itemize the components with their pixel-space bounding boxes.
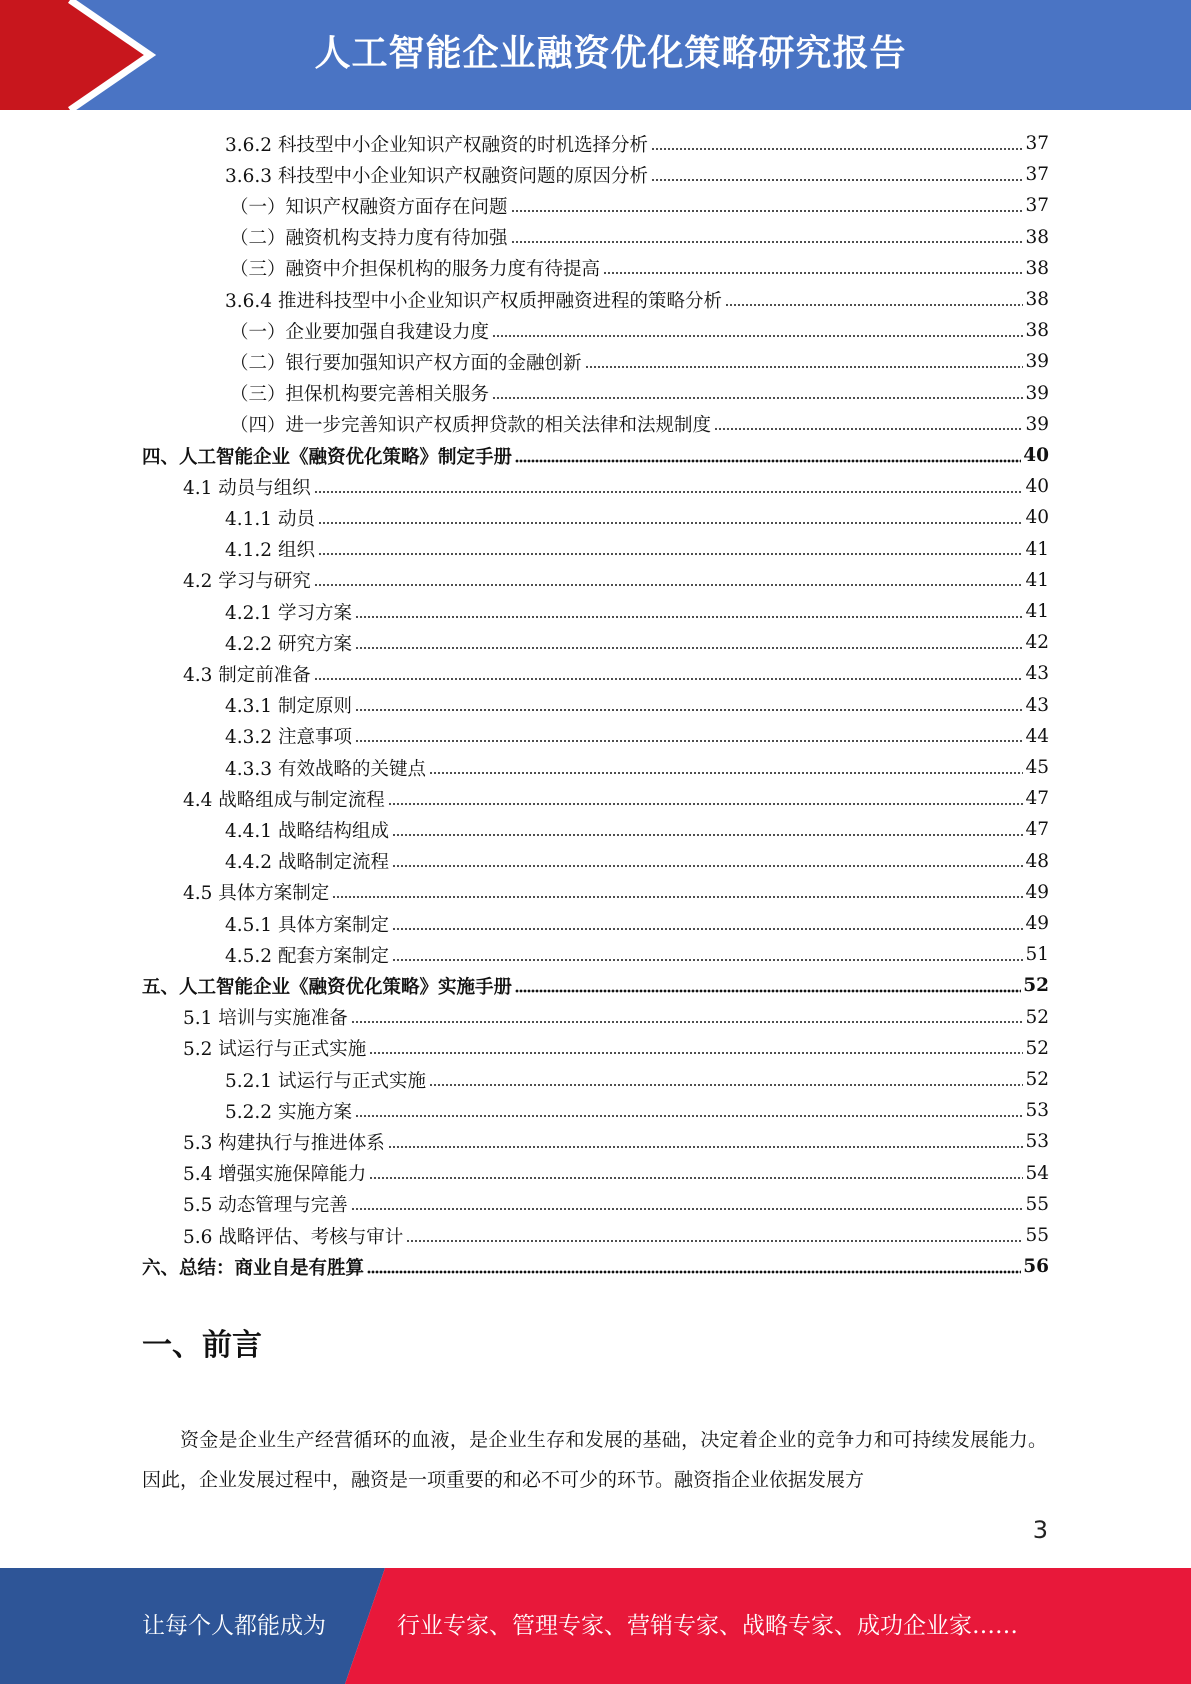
toc-entry-label: 4.4.2 战略制定流程 [225, 852, 389, 874]
toc-dot-leader [355, 707, 1024, 713]
toc-entry-page: 39 [1025, 413, 1049, 435]
toc-entry[interactable] [225, 752, 1049, 783]
toc-entry-label: 3.6.3 科技型中小企业知识产权融资问题的原因分析 [225, 165, 648, 187]
toc-entry[interactable] [230, 315, 1049, 346]
toc-entry[interactable] [225, 1095, 1049, 1126]
toc-entry-page: 38 [1025, 320, 1049, 342]
toc-entry-page: 49 [1025, 881, 1049, 903]
page-number: 3 [1032, 1516, 1048, 1544]
toc-entry[interactable] [183, 877, 1049, 908]
toc-dot-leader [314, 582, 1024, 588]
toc-entry-page: 52 [1023, 975, 1049, 997]
toc-entry-page: 47 [1025, 788, 1049, 810]
toc-dot-leader [651, 146, 1023, 152]
toc-entry-page: 53 [1025, 1100, 1049, 1122]
toc-entry-page: 38 [1025, 289, 1049, 310]
toc-entry-label: （二）银行要加强知识产权方面的金融创新 [230, 352, 582, 374]
toc-entry-label: 3.6.2 科技型中小企业知识产权融资的时机选择分析 [225, 134, 648, 156]
toc-entry-page: 40 [1025, 476, 1049, 498]
toc-entry-page: 37 [1025, 164, 1049, 186]
toc-dot-leader [511, 239, 1024, 245]
body-paragraph: 资金是企业生产经营循环的血液，是企业生存和发展的基础，决定着企业的竞争力和可持续发展能力。因此，企业发展过程中，融资是一项重要的和必不可少的环节。融资指企业依据发展方 [142, 1429, 1047, 1491]
toc-entry[interactable] [230, 346, 1049, 377]
toc-entry-page: 55 [1025, 1225, 1049, 1246]
toc-entry-page: 52 [1025, 1069, 1049, 1090]
toc-entry-page: 40 [1023, 445, 1049, 466]
toc-entry-label: 六、总结：商业自是有胜算 [142, 1257, 365, 1279]
report-title: 人工智能企业融资优化策略研究报告 [314, 33, 907, 74]
toc-entry[interactable] [225, 596, 1049, 627]
toc-dot-leader [388, 801, 1024, 807]
toc-entry[interactable] [183, 1002, 1049, 1033]
toc-entry-page: 52 [1025, 1006, 1049, 1028]
toc-entry[interactable] [183, 658, 1049, 689]
section-heading: 一、前言 [142, 1328, 262, 1363]
toc-entry-label: （一）企业要加强自我建设力度 [230, 321, 490, 343]
toc-entry-page: 51 [1025, 944, 1049, 966]
toc-entry-label: （四）进一步完善知识产权质押贷款的相关法律和法规制度 [230, 415, 712, 437]
toc-entry[interactable] [230, 253, 1049, 284]
footer-slogan-right: 行业专家、管理专家、营销专家、战略专家、成功企业家…… [397, 1613, 1018, 1639]
toc-entry[interactable] [183, 1126, 1049, 1157]
toc-entry[interactable] [183, 1033, 1049, 1064]
toc-entry[interactable] [225, 284, 1049, 315]
toc-entry-label: 5.2.1 试运行与正式实施 [225, 1070, 426, 1092]
toc-entry-page: 38 [1025, 257, 1049, 279]
toc-entry-label: 四、人工智能企业《融资优化策略》制定手册 [142, 446, 513, 468]
toc-entry[interactable] [183, 565, 1049, 596]
toc-entry[interactable] [225, 534, 1049, 565]
toc-entry-page: 53 [1025, 1131, 1049, 1153]
toc-dot-leader [392, 832, 1023, 838]
toc-entry-label: 4.2 学习与研究 [183, 571, 311, 593]
toc-dot-leader [392, 863, 1023, 869]
toc-entry-label: （三）融资中介担保机构的服务力度有待提高 [230, 259, 601, 281]
toc-entry[interactable] [183, 1158, 1049, 1189]
page-footer [0, 1568, 1191, 1684]
toc-entry-label: 5.2 试运行与正式实施 [183, 1039, 367, 1061]
toc-dot-leader [651, 177, 1023, 183]
toc-entry-page: 43 [1025, 663, 1049, 685]
toc-entry-label: 5.1 培训与实施准备 [183, 1008, 348, 1030]
toc-dot-leader [318, 520, 1024, 526]
toc-entry-label: 5.2.2 实施方案 [225, 1101, 352, 1123]
toc-dot-leader [318, 551, 1024, 557]
toc-entry-page: 41 [1025, 601, 1049, 622]
toc-entry-label: （一）知识产权融资方面存在问题 [230, 196, 508, 218]
toc-dot-leader [355, 614, 1024, 620]
toc-entry-label: 4.5.1 具体方案制定 [225, 914, 389, 936]
toc-entry-page: 54 [1025, 1162, 1049, 1184]
toc-dot-leader [714, 426, 1023, 432]
toc-entry[interactable] [230, 190, 1049, 221]
toc-dot-leader [351, 1019, 1024, 1025]
toc-entry-label: 4.3.2 注意事项 [225, 727, 352, 749]
toc-entry-page: 48 [1025, 850, 1049, 872]
toc-entry[interactable] [225, 939, 1049, 970]
toc-entry-page: 37 [1025, 195, 1049, 217]
toc-dot-leader [388, 1144, 1024, 1150]
toc-entry[interactable] [183, 783, 1049, 814]
toc-entry[interactable] [225, 814, 1049, 845]
toc-entry-page: 42 [1025, 632, 1049, 654]
toc-entry[interactable] [225, 908, 1049, 939]
toc-entry-page: 38 [1025, 226, 1049, 248]
toc-entry[interactable] [225, 627, 1049, 658]
toc-dot-leader [585, 364, 1024, 370]
toc-entry-label: 4.1.1 动员 [225, 508, 315, 530]
toc-entry[interactable] [142, 970, 1049, 1001]
toc-entry[interactable] [225, 846, 1049, 877]
toc-entry[interactable] [225, 721, 1049, 752]
toc-dot-leader [511, 208, 1024, 214]
toc-entry-label: 4.5.2 配套方案制定 [225, 945, 389, 967]
toc-dot-leader [429, 1082, 1023, 1088]
toc-dot-leader [725, 302, 1023, 308]
toc-entry-page: 49 [1025, 913, 1049, 934]
toc-entry[interactable] [225, 159, 1049, 190]
toc-entry-page: 47 [1025, 819, 1049, 841]
toc-dot-leader [355, 645, 1024, 651]
toc-entry-label: 4.1 动员与组织 [183, 477, 311, 499]
toc-dot-leader [332, 894, 1023, 900]
toc-dot-leader [515, 458, 1021, 464]
toc-entry-page: 52 [1025, 1037, 1049, 1059]
toc-entry-label: 4.3 制定前准备 [183, 664, 311, 686]
toc-dot-leader [492, 333, 1023, 339]
toc-entry-page: 43 [1025, 694, 1049, 716]
toc-entry-label: 4.3.1 制定原则 [225, 696, 352, 718]
toc-entry-page: 37 [1025, 133, 1049, 154]
toc-entry-label: 4.4 战略组成与制定流程 [183, 789, 385, 811]
toc-dot-leader [355, 1113, 1024, 1119]
toc-dot-leader [355, 738, 1024, 744]
toc-dot-leader [369, 1175, 1023, 1181]
toc-entry-label: 5.5 动态管理与完善 [183, 1195, 348, 1217]
toc-entry-page: 44 [1025, 725, 1049, 747]
toc-entry-label: 5.3 构建执行与推进体系 [183, 1132, 385, 1154]
toc-dot-leader [314, 489, 1024, 495]
toc-entry[interactable] [183, 1220, 1049, 1251]
toc-entry[interactable] [225, 502, 1049, 533]
toc-entry-page: 40 [1025, 507, 1049, 529]
toc-entry-label: （二）融资机构支持力度有待加强 [230, 228, 508, 250]
toc-dot-leader [392, 957, 1023, 963]
toc-dot-leader [392, 926, 1023, 932]
toc-entry-label: 5.6 战略评估、考核与审计 [183, 1226, 404, 1248]
toc-entry-page: 45 [1025, 757, 1049, 778]
toc-entry-page: 55 [1025, 1193, 1049, 1215]
page-header [0, 0, 1191, 110]
toc-dot-leader [367, 1269, 1021, 1275]
toc-entry[interactable] [183, 471, 1049, 502]
footer-slogan-left: 让每个人都能成为 [142, 1613, 326, 1639]
toc-entry[interactable] [183, 1189, 1049, 1220]
toc-entry-label: 4.3.3 有效战略的关键点 [225, 758, 426, 780]
toc-entry[interactable] [225, 690, 1049, 721]
toc-dot-leader [429, 770, 1023, 776]
toc-entry-page: 39 [1025, 382, 1049, 404]
toc-entry-label: 3.6.4 推进科技型中小企业知识产权质押融资进程的策略分析 [225, 290, 722, 312]
toc-dot-leader [603, 270, 1023, 276]
toc-entry-label: 4.1.2 组织 [225, 540, 315, 562]
toc-entry-label: 五、人工智能企业《融资优化策略》实施手册 [142, 976, 513, 998]
toc-entry-page: 39 [1025, 351, 1049, 373]
toc-entry[interactable] [225, 1064, 1049, 1095]
toc-dot-leader [369, 1050, 1023, 1056]
toc-dot-leader [314, 676, 1024, 682]
toc-entry[interactable] [230, 409, 1049, 440]
toc-entry-page: 41 [1025, 538, 1049, 560]
toc-entry[interactable] [230, 378, 1049, 409]
toc-entry-label: （三）担保机构要完善相关服务 [230, 384, 490, 406]
toc-entry-page: 41 [1025, 569, 1049, 591]
toc-dot-leader [351, 1206, 1024, 1212]
toc-entry-label: 4.2.1 学习方案 [225, 602, 352, 624]
toc-entry-label: 4.5 具体方案制定 [183, 883, 330, 905]
toc-dot-leader [515, 988, 1021, 994]
toc-entry[interactable] [142, 1251, 1049, 1282]
toc-entry[interactable] [225, 128, 1049, 159]
toc-entry[interactable] [142, 440, 1049, 471]
toc-entry-label: 4.4.1 战略结构组成 [225, 820, 389, 842]
toc-entry[interactable] [230, 222, 1049, 253]
toc-dot-leader [492, 395, 1023, 401]
toc-entry-label: 4.2.2 研究方案 [225, 633, 352, 655]
toc-dot-leader [406, 1238, 1023, 1244]
toc-entry-page: 56 [1023, 1256, 1049, 1278]
toc-entry-label: 5.4 增强实施保障能力 [183, 1164, 367, 1186]
